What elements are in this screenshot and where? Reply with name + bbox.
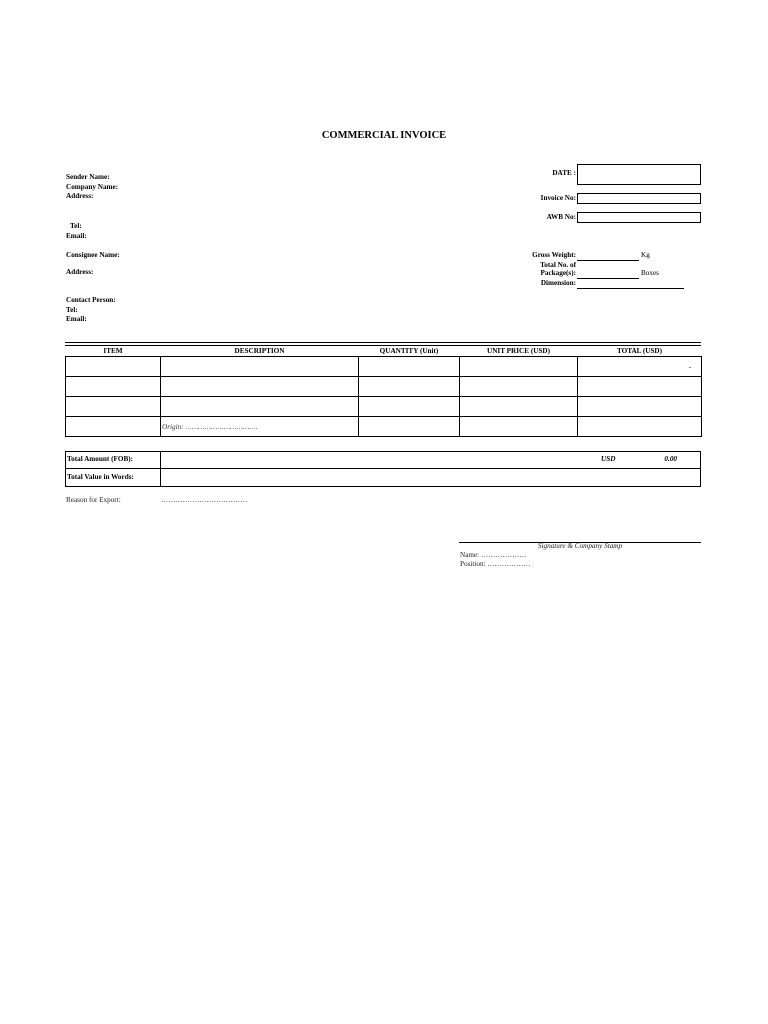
cell-total[interactable] [578, 417, 702, 437]
sender-email-label: Email: [66, 231, 87, 240]
cell-total[interactable] [578, 377, 702, 397]
cell-unit-price[interactable] [460, 357, 578, 377]
sender-name-label: Sender Name: [66, 173, 110, 181]
table-row [66, 377, 702, 397]
awb-no-label: AWB No: [546, 212, 576, 221]
packages-label-line1: Total No. of [540, 261, 576, 269]
cell-description[interactable] [161, 357, 359, 377]
gross-weight-label: Gross Weight: [532, 251, 576, 259]
document-title: COMMERCIAL INVOICE [321, 130, 447, 141]
totals-bottom-rule [65, 486, 701, 487]
sender-tel-label: Tel: [70, 222, 82, 230]
table-row [66, 397, 702, 417]
cell-total[interactable] [578, 397, 702, 417]
awb-no-field[interactable] [577, 212, 701, 223]
cell-quantity[interactable] [359, 397, 460, 417]
cell-item[interactable] [66, 377, 161, 397]
cell-unit-price[interactable] [460, 377, 578, 397]
total-fob-field[interactable] [161, 452, 700, 468]
company-name-label: Company Name: [66, 182, 119, 191]
contact-person-label: Contact Person: [66, 296, 116, 304]
header-unit-price: UNIT PRICE (USD) [460, 346, 578, 357]
signature-caption: Signature & Company Stamp [537, 541, 623, 550]
gross-weight-unit: Kg [641, 251, 650, 259]
cell-total[interactable] [578, 357, 702, 377]
items-table [65, 346, 702, 437]
total-words-label: Total Value in Words: [67, 472, 134, 481]
header-description: DESCRIPTION [161, 346, 359, 357]
cell-item[interactable] [66, 417, 161, 437]
reason-export-value[interactable]: ……………………………… [161, 495, 248, 504]
table-header-row [66, 346, 702, 357]
origin-text: Origin: ……………………………. [162, 422, 258, 431]
contact-email-label: Email: [66, 315, 87, 323]
consignee-name-label: Consignee Name: [66, 250, 120, 259]
total-fob-label: Total Amount (FOB): [67, 455, 134, 463]
header-quantity: QUANTITY (Unit) [359, 346, 460, 357]
cell-description[interactable] [161, 417, 359, 437]
invoice-no-label: Invoice No: [540, 194, 576, 202]
header-total: TOTAL (USD) [578, 346, 702, 357]
cell-item[interactable] [66, 357, 161, 377]
table-row [66, 417, 702, 437]
cell-unit-price[interactable] [460, 417, 578, 437]
cell-quantity[interactable] [359, 417, 460, 437]
header-item: ITEM [66, 346, 161, 357]
sender-address-label: Address: [66, 192, 94, 200]
cell-item[interactable] [66, 397, 161, 417]
row-total-dash: - [688, 362, 691, 371]
gross-weight-line[interactable] [577, 260, 639, 261]
signature-name-line[interactable]: Name: ………………. [460, 550, 526, 559]
dimension-label: Dimension: [540, 278, 576, 287]
signature-position-line[interactable]: Position: ……………… [460, 560, 531, 568]
packages-label-line2: Package(s): [540, 269, 576, 277]
table-top-rule [65, 342, 701, 343]
consignee-address-label: Address: [66, 268, 94, 276]
packages-line[interactable] [577, 278, 639, 279]
reason-export-label: Reason for Export: [66, 495, 121, 504]
date-field[interactable] [577, 164, 701, 185]
total-amount: 0.00 [664, 455, 677, 463]
table-row [66, 357, 702, 377]
cell-quantity[interactable] [359, 357, 460, 377]
cell-quantity[interactable] [359, 377, 460, 397]
invoice-no-field[interactable] [577, 193, 701, 204]
packages-unit: Boxes [641, 269, 659, 277]
total-currency: USD [601, 455, 616, 463]
cell-description[interactable] [161, 377, 359, 397]
cell-description[interactable] [161, 397, 359, 417]
total-words-field[interactable] [161, 470, 700, 485]
contact-tel-label: Tel: [66, 305, 78, 314]
dimension-line[interactable] [577, 288, 684, 289]
date-label: DATE : [552, 169, 576, 177]
totals-mid-rule [65, 468, 701, 469]
cell-unit-price[interactable] [460, 397, 578, 417]
